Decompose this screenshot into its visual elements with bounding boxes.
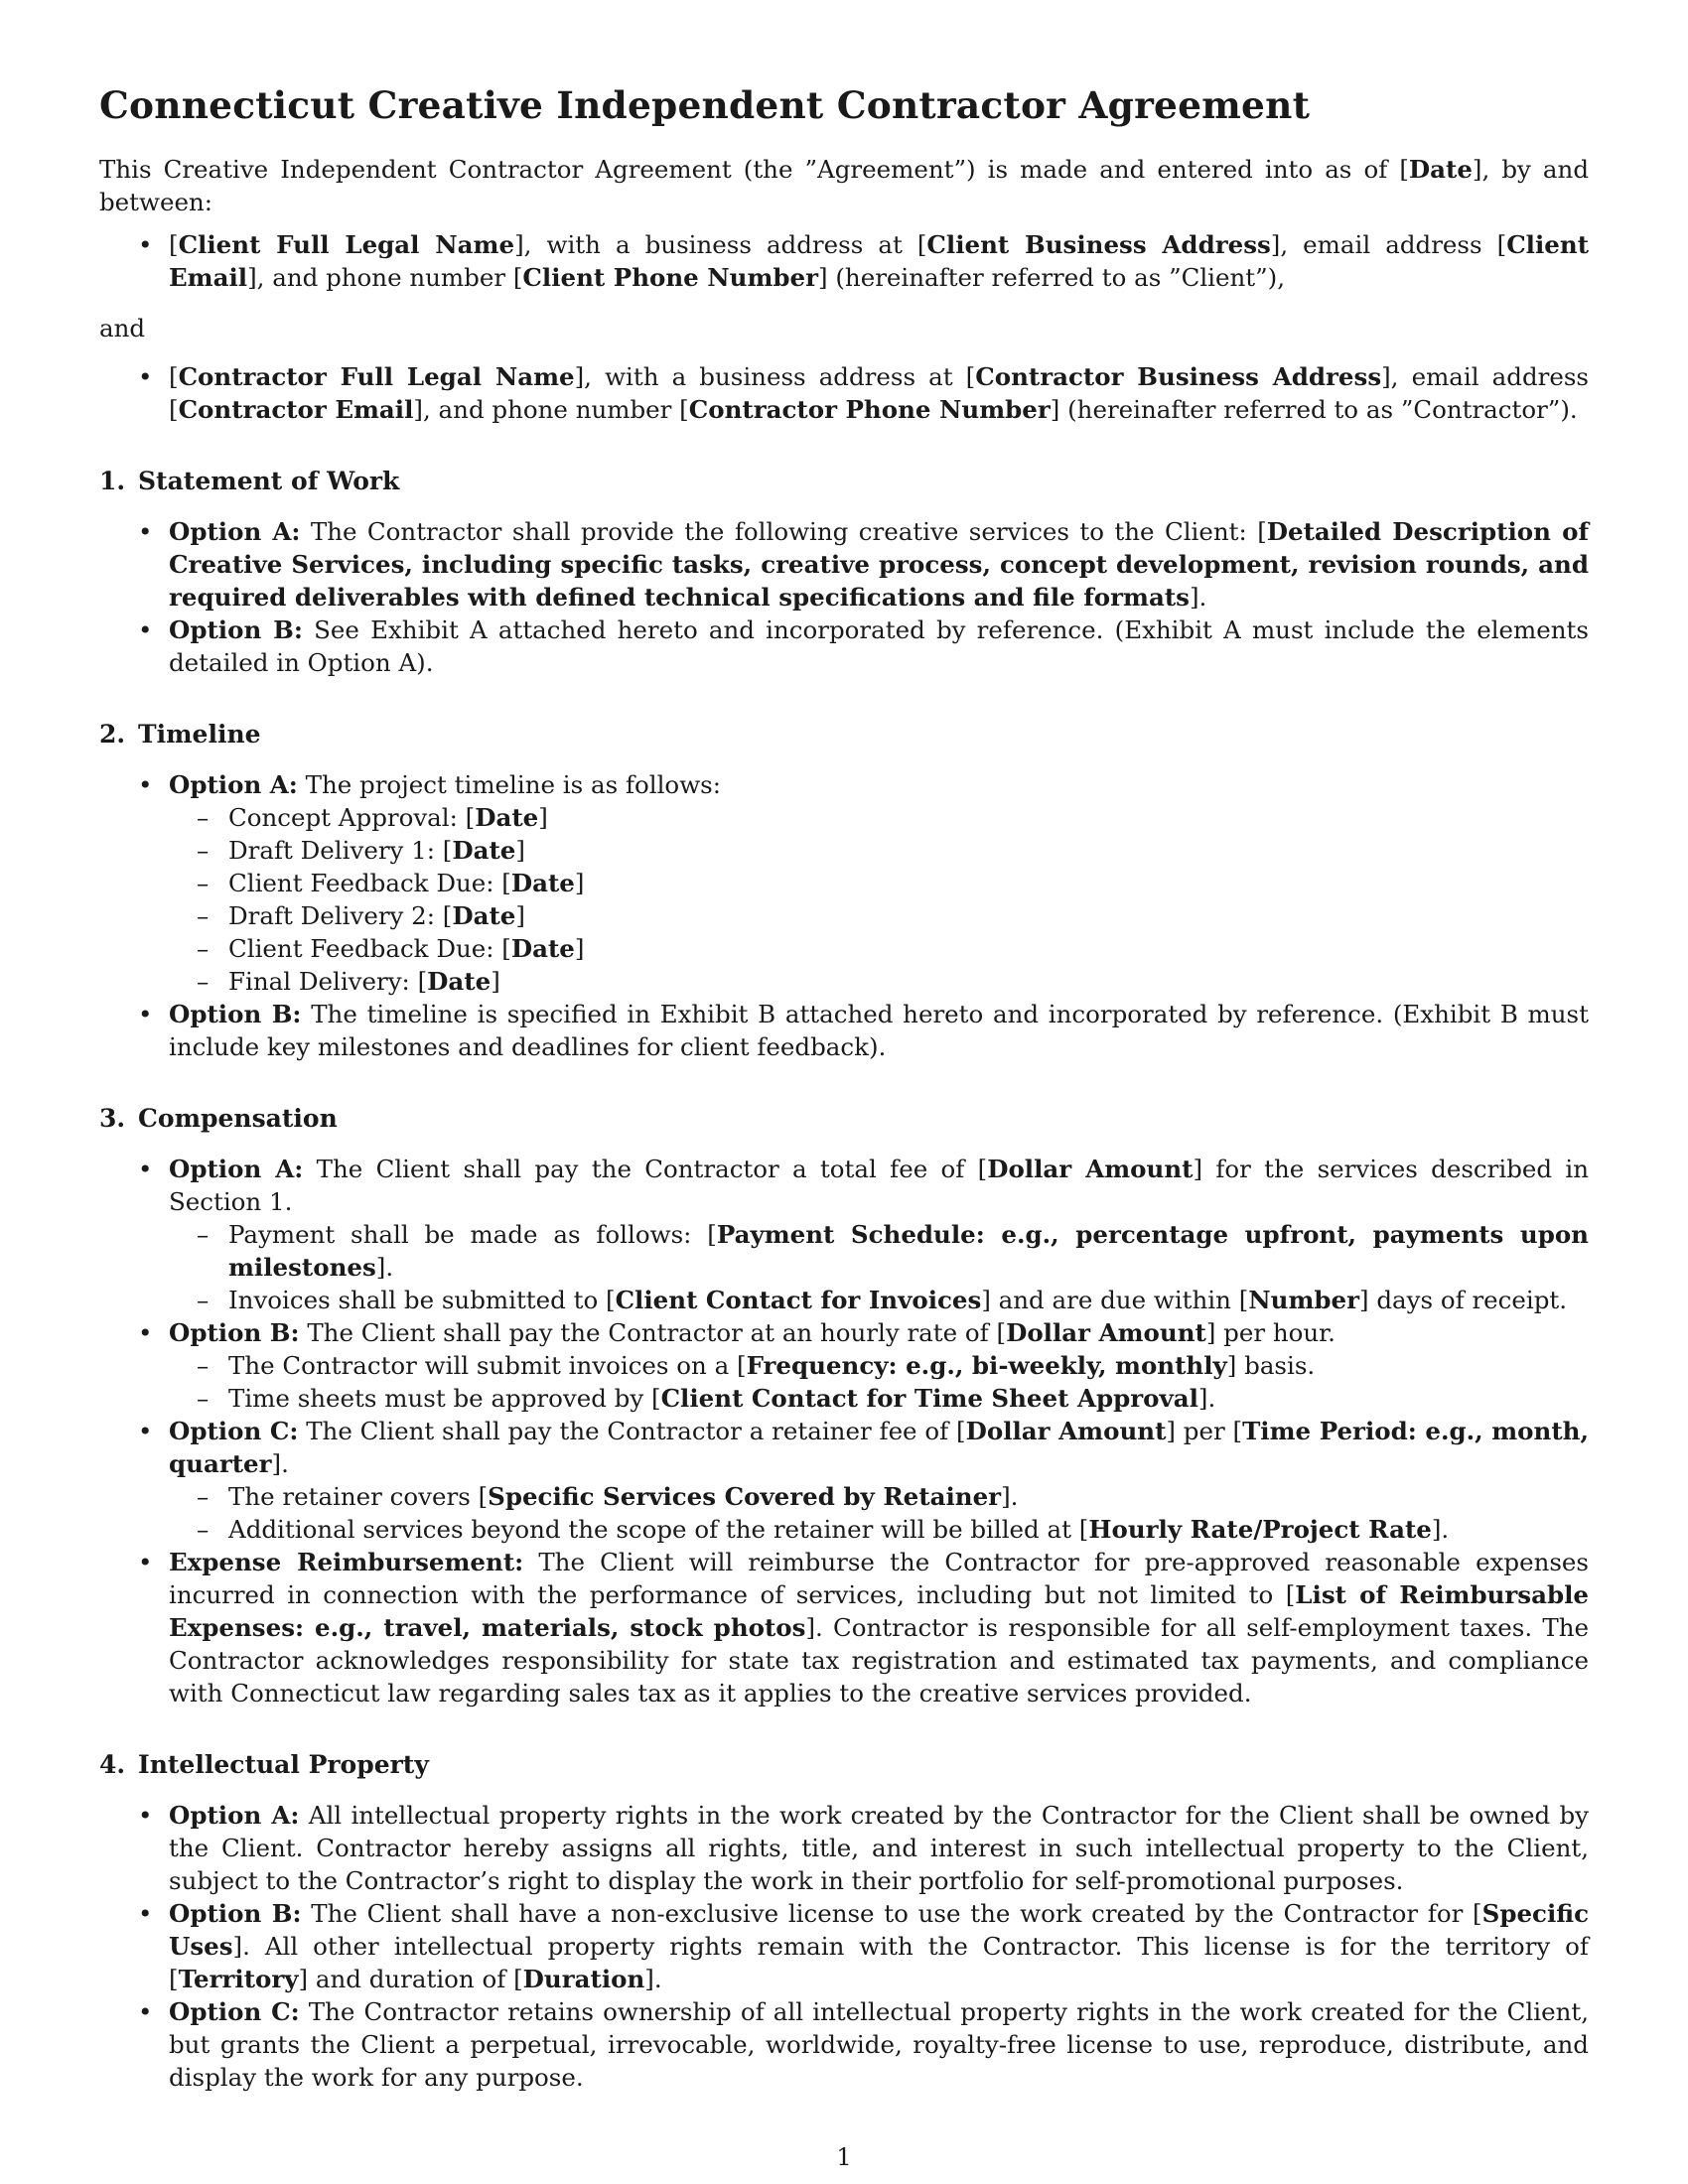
option-item: • Option A: The project timeline is as follows: – Concept Approval: [Date] – Draft Delivery 1: [Date] – Client Feedback Due: [Date] – Draft Delivery 2: [Date] – Client Feedback Due: [Date] – Final Delivery: [Date] (99, 768, 1589, 998)
agreement-date-placeholder: Date (1408, 155, 1473, 184)
section-heading-compensation: 3. Compensation (99, 1104, 338, 1133)
milestone-item: – Client Feedback Due: [Date] (169, 867, 1589, 899)
sub-item: – Payment shall be made as follows: [Payment Schedule: e.g., percentage upfront, payments upon milestones]. (169, 1218, 1589, 1284)
sub-list (169, 1480, 1589, 1546)
option-item: • Option B: The Client shall pay the Contractor at an hourly rate of [Dollar Amount] per hour. – The Contractor will submit invoices on a [Frequency: e.g., bi-weekly, monthly] basis. – Time sheets must be approved by [Client Contact for Time Sheet Approval]. (99, 1316, 1589, 1415)
milestone-item: – Final Delivery: [Date] (169, 965, 1589, 998)
sub-item: – Additional services beyond the scope of the retainer will be billed at [Hourly Rate/Project Rate]. (169, 1513, 1589, 1546)
sub-list (169, 1218, 1589, 1316)
milestone-list (169, 801, 1589, 998)
contractor-address-placeholder: Contractor Business Address (975, 362, 1382, 391)
option-item: • Option C: The Contractor retains ownership of all intellectual property rights in the work created for the Client, but grants the Client a perpetual, irrevocable, worldwide, royalty-free license to use, reproduce, distribute, and display the work for any purpose. (99, 1995, 1589, 2094)
timeline-options (99, 768, 1589, 1063)
contractor-name-placeholder: Contractor Full Legal Name (178, 362, 575, 391)
option-item: • Option B: See Exhibit A attached hereto and incorporated by reference. (Exhibit A must include the elements detailed in Option A). (99, 614, 1589, 679)
contractor-party-item: • [Contractor Full Legal Name], with a business address at [Contractor Business Address], email address [Contractor Email], and phone number [Contractor Phone Number] (hereinafter referred to as ”Contractor”). (99, 360, 1589, 426)
contractor-email-placeholder: Contractor Email (178, 395, 414, 424)
option-item: • Option B: The Client shall have a non-exclusive license to use the work created by the Contractor for [Specific Uses]. All other intellectual property rights remain with the Contractor. This license is for the territory of [Territory] and duration of [Duration]. (99, 1897, 1589, 1995)
document-page (99, 81, 1589, 2094)
option-item: • Option A: All intellectual property rights in the work created by the Contractor for the Client shall be owned by the Client. Contractor hereby assigns all rights, title, and interest in such intellectual property to the Client, subject to the Contractor’s right to display the work in their portfolio for self-promotional purposes. (99, 1799, 1589, 1897)
client-phone-placeholder: Client Phone Number (522, 263, 819, 292)
milestone-item: – Concept Approval: [Date] (169, 801, 1589, 834)
contractor-phone-placeholder: Contractor Phone Number (688, 395, 1051, 424)
page-number: 1 (836, 2143, 852, 2171)
milestone-item: – Draft Delivery 1: [Date] (169, 834, 1589, 867)
sub-item: – The Contractor will submit invoices on a [Frequency: e.g., bi-weekly, monthly] basis. (169, 1349, 1589, 1382)
section-heading-statement-of-work: 1. Statement of Work (99, 467, 400, 495)
section-heading-intellectual-property: 4. Intellectual Property (99, 1750, 429, 1779)
expense-reimbursement-item: • Expense Reimbursement: The Client will reimburse the Contractor for pre-approved reasonable expenses incurred in connection with the performance of services, including but not limited to [List of Reimbursable Expenses: e.g., travel, materials, stock photos]. Contractor is responsible for all self-employment taxes. The Contractor acknowledges responsibility for state tax registration and estimated tax payments, and compliance with Connecticut law regarding sales tax as it applies to the creative services provided. (99, 1546, 1589, 1709)
statement-of-work-options (99, 515, 1589, 679)
sub-item: – Time sheets must be approved by [Client Contact for Time Sheet Approval]. (169, 1382, 1589, 1415)
option-item: • Option B: The timeline is specified in Exhibit B attached hereto and incorporated by reference. (Exhibit B must include key milestones and deadlines for client feedback). (99, 998, 1589, 1063)
milestone-item: – Client Feedback Due: [Date] (169, 932, 1589, 965)
sub-item: – The retainer covers [Specific Services Covered by Retainer]. (169, 1480, 1589, 1513)
client-name-placeholder: Client Full Legal Name (178, 230, 515, 259)
section-heading-timeline: 2. Timeline (99, 720, 261, 749)
client-party-item: • [Client Full Legal Name], with a business address at [Client Business Address], email address [Client Email], and phone number [Client Phone Number] (hereinafter referred to as ”Client”), (99, 228, 1589, 294)
intro-paragraph: This Creative Independent Contractor Agreement (the ”Agreement”) is made and entered into as of [Date], by and between: (99, 155, 1589, 216)
contractor-party-list (99, 360, 1589, 426)
option-item: • Option A: The Client shall pay the Contractor a total fee of [Dollar Amount] for the services described in Section 1. – Payment shall be made as follows: [Payment Schedule: e.g., percentage upfront, payments upon milestones]. – Invoices shall be submitted to [Client Contact for Invoices] and are due within [Number] days of receipt. (99, 1153, 1589, 1316)
milestone-item: – Draft Delivery 2: [Date] (169, 899, 1589, 932)
document-title: Connecticut Creative Independent Contractor Agreement (99, 83, 1311, 127)
client-email-placeholder: Client Email (169, 230, 1590, 292)
option-item: • Option A: The Contractor shall provide the following creative services to the Client: [Detailed Description of Creative Services, including specific tasks, creative process, concept development, revision rounds, and required deliverables with defined technical specifications and file formats]. (99, 515, 1589, 614)
compensation-options (99, 1153, 1589, 1709)
option-item: • Option C: The Client shall pay the Contractor a retainer fee of [Dollar Amount] per [Time Period: e.g., month, quarter]. – The retainer covers [Specific Services Covered by Retainer]. – Additional services beyond the scope of the retainer will be billed at [Hourly Rate/Project Rate]. (99, 1415, 1589, 1546)
client-address-placeholder: Client Business Address (926, 230, 1271, 259)
sub-list (169, 1349, 1589, 1415)
sub-item: – Invoices shall be submitted to [Client Contact for Invoices] and are due within [Number] days of receipt. (169, 1284, 1589, 1316)
intellectual-property-options (99, 1799, 1589, 2094)
client-party-list (99, 228, 1589, 294)
and-separator: and (99, 314, 146, 342)
